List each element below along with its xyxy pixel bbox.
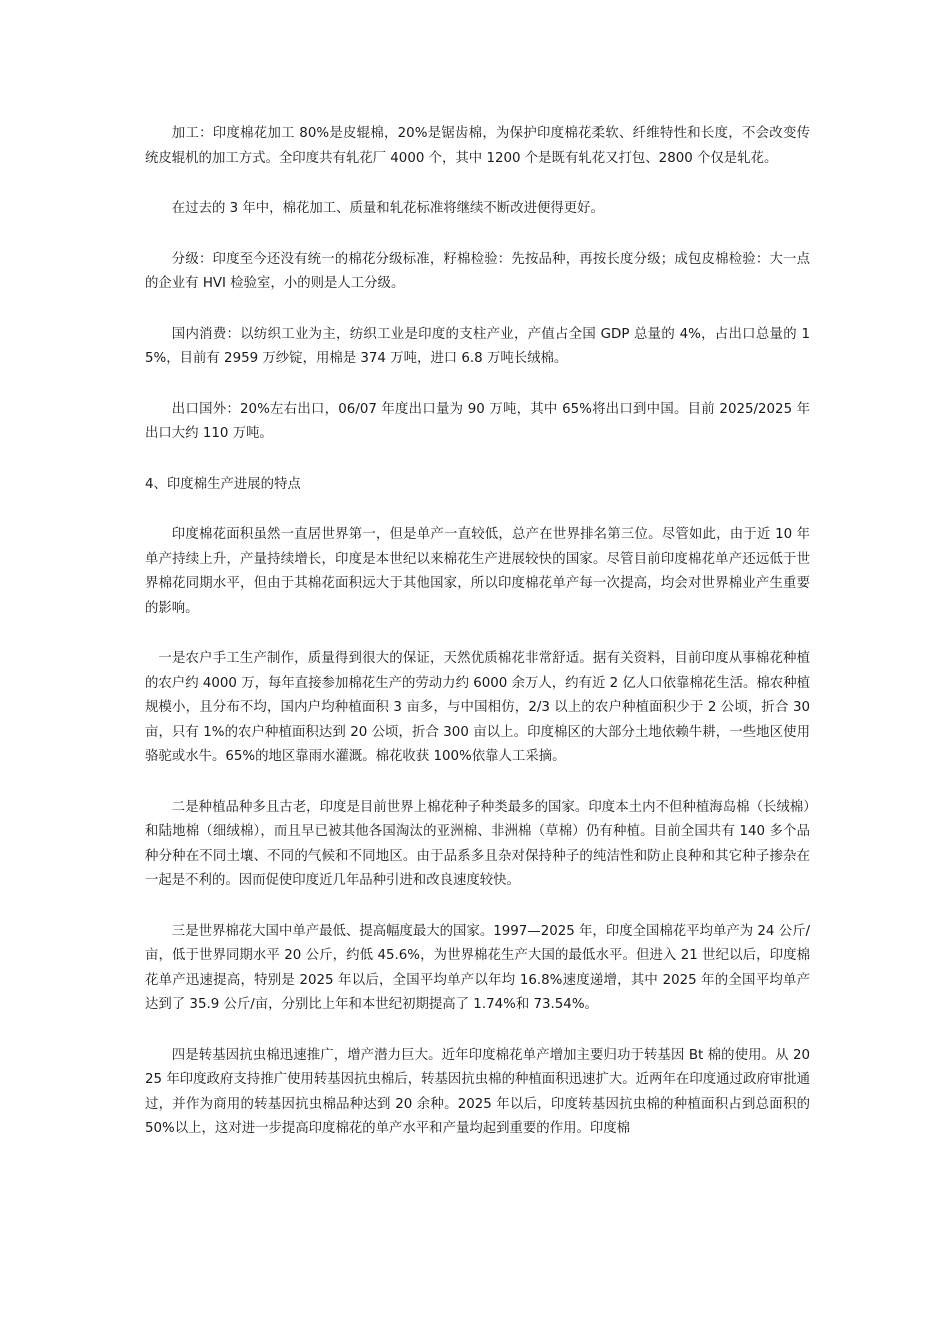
paragraph-point-three: 三是世界棉花大国中单产最低、提高幅度最大的国家。1997—2025 年，印度全国棉花平均单产为 24 公斤/亩，低于世界同期水平 20 公斤，约低 45.6%，为世界棉花生产大国的最低水平。但进入 21 世纪以后，印度棉花单产迅速提高，特别是 2025 年以后，全国平均单产以年均 16.8%速度递增，其中 2025 年的全国平均单产达到了 35.9 公斤/亩，分别比上年和本世纪初期提高了 1.74%和 73.54%。 [145,923,810,1012]
paragraph-domestic-consumption: 国内消费：以纺织工业为主，纺织工业是印度的支柱产业，产值占全国 GDP 总量的 4%，占出口总量的 15%，目前有 2959 万纱锭，用棉是 374 万吨，进口 6.8 万吨长绒棉。 [145,326,810,366]
document-page [145,122,810,1168]
paragraph-point-four: 四是转基因抗虫棉迅速推广，增产潜力巨大。近年印度棉花单产增加主要归功于转基因 Bt 棉的使用。从 2025 年印度政府支持推广使用转基因抗虫棉后，转基因抗虫棉的种植面积迅速扩大。近两年在印度通过政府审批通过，并作为商用的转基因抗虫棉品种达到 20 余种。2025 年以后，印度转基因抗虫棉的种植面积占到总面积的 50%以上，这对进一步提高印度棉花的单产水平和产量均起到重要的作用。印度棉 [145,1047,810,1136]
section-heading: 4、印度棉生产进展的特点 [145,476,301,492]
paragraph-point-two: 二是种植品种多且古老，印度是目前世界上棉花种子种类最多的国家。印度本土内不但种植海岛棉（长绒棉）和陆地棉（细绒棉），而且早已被其他各国淘汰的亚洲棉、非洲棉（草棉）仍有种植。目前全国共有 140 多个品种分种在不同土壤、不同的气候和不同地区。由于品系多且杂对保持种子的纯洁性和防止良种和其它种子掺杂在一起是不利的。因而促使印度近几年品种引进和改良速度较快。 [145,799,810,888]
paragraph-processing: 加工：印度棉花加工 80%是皮辊棉，20%是锯齿棉，为保护印度棉花柔软、纤维特性和长度，不会改变传统皮辊机的加工方式。全印度共有轧花厂 4000 个，其中 1200 个是既有轧花又打包、2800 个仅是轧花。 [145,126,810,166]
paragraph-point-one: 一是农户手工生产制作，质量得到很大的保证，天然优质棉花非常舒适。据有关资料，目前印度从事棉花种植的农户约 4000 万，每年直接参加棉花生产的劳动力约 6000 余万人，约有近 2 亿人口依靠棉花生活。棉农种植规模小，且分布不均，国内户均种植面积 3 亩多，与中国相仿，2/3 以上的农户种植面积少于 2 公顷，折合 30 亩，只有 1%的农户种植面积达到 20 公顷，折合 300 亩以上。印度棉区的大部分土地依赖牛耕，一些地区使用骆驼或水牛。65%的地区靠雨水灌溉。棉花收获 100%依靠人工采摘。 [145,651,810,764]
paragraph-grading: 分级：印度至今还没有统一的棉花分级标准，籽棉检验：先按品种，再按长度分级；成包皮棉检验：大一点的企业有 HVI 检验室，小的则是人工分级。 [145,251,810,291]
paragraph-standards: 在过去的 3 年中，棉花加工、质量和轧花标准将继续不断改进便得更好。 [171,201,604,216]
paragraph-characteristics: 印度棉花面积虽然一直居世界第一，但是单产一直较低，总产在世界排名第三位。尽管如此，由于近 10 年单产持续上升，产量持续增长，印度是本世纪以来棉花生产进展较快的国家。尽管目前印度棉花单产还远低于世界棉花同期水平，但由于其棉花面积远大于其他国家，所以印度棉花单产每一次提高，均会对世界棉业产生重要的影响。 [145,527,810,616]
paragraph-export: 出口国外：20%左右出口，06/07 年度出口量为 90 万吨，其中 65%将出口到中国。目前 2025/2025 年 出口大约 110 万吨。 [145,401,810,441]
